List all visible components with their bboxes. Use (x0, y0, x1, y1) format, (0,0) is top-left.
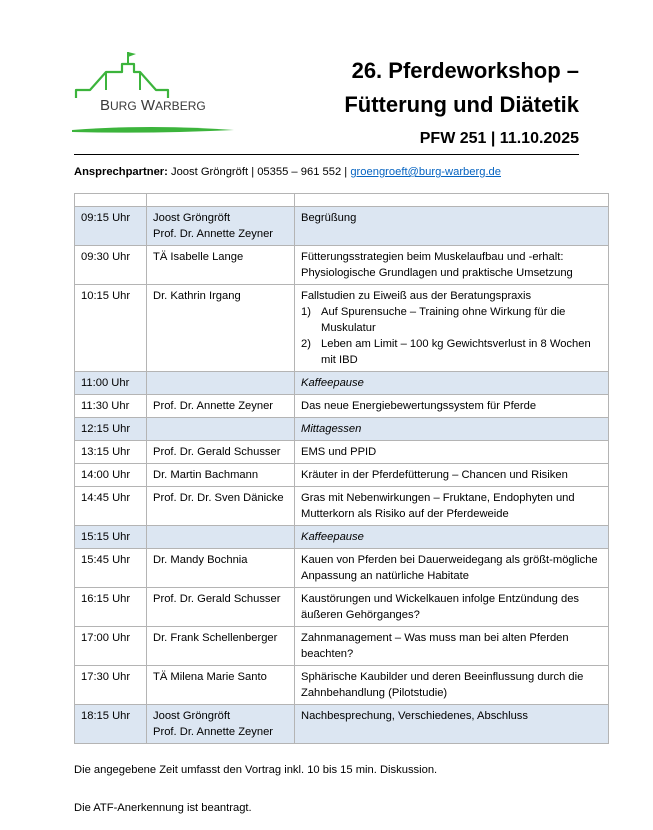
speaker-name: Dr. Kathrin Irgang (153, 290, 241, 302)
schedule-time: 12:15 Uhr (75, 418, 147, 441)
subitem-text: Auf Spurensuche – Training ohne Wirkung für die Muskulatur (321, 306, 566, 334)
schedule-topic (295, 705, 609, 744)
topic-subitem (301, 336, 604, 368)
speaker-name: TÄ Milena Marie Santo (153, 671, 267, 683)
speaker-name: Dr. Martin Bachmann (153, 469, 259, 481)
schedule-topic (295, 418, 609, 441)
schedule-speakers (147, 526, 295, 549)
topic-subitems (301, 304, 604, 368)
schedule-speakers (147, 464, 295, 487)
schedule-time: 14:00 Uhr (75, 464, 147, 487)
subitem-text: Leben am Limit – 100 kg Gewichtsverlust in 8 Wochen mit IBD (321, 338, 591, 366)
schedule-speakers (147, 372, 295, 395)
schedule-time: 11:30 Uhr (75, 395, 147, 418)
topic-title: Sphärische Kaubilder und deren Beeinflussung durch die Zahnbehandlung (Pilotstudie) (301, 671, 584, 699)
atf-note: Die ATF-Anerkennung ist beantragt. (74, 802, 252, 814)
schedule-topic (295, 627, 609, 666)
schedule-time: 17:00 Uhr (75, 627, 147, 666)
speaker-name: TÄ Isabelle Lange (153, 251, 244, 263)
schedule-row (75, 549, 609, 588)
schedule-topic (295, 666, 609, 705)
speaker-name: Dr. Frank Schellenberger (153, 632, 278, 644)
schedule-topic (295, 207, 609, 246)
pause-label: Kaffeepause (301, 531, 364, 543)
schedule-row (75, 207, 609, 246)
schedule-speakers (147, 549, 295, 588)
schedule-topic (295, 395, 609, 418)
speaker-name: Dr. Mandy Bochnia (153, 554, 248, 566)
time-note: Die angegebene Zeit umfasst den Vortrag inkl. 10 bis 15 min. Diskussion. (74, 764, 438, 776)
schedule-row (75, 526, 609, 549)
speaker-name: Prof. Dr. Annette Zeyner (153, 228, 274, 240)
svg-text:BURG WARBERG: BURG WARBERG (100, 97, 206, 114)
schedule-time: 11:00 Uhr (75, 372, 147, 395)
schedule-topic (295, 588, 609, 627)
speaker-name (153, 421, 290, 437)
schedule-row (75, 588, 609, 627)
speaker-name: Prof. Dr. Dr. Sven Dänicke (153, 492, 284, 504)
speaker-name (153, 529, 290, 545)
workshop-title: 26. Pferdeworkshop – (351, 58, 579, 83)
schedule-time: 17:30 Uhr (75, 666, 147, 705)
schedule-topic (295, 549, 609, 588)
schedule-time: 18:15 Uhr (75, 705, 147, 744)
schedule-speakers (147, 705, 295, 744)
schedule-topic (295, 487, 609, 526)
topic-title: Begrüßung (301, 212, 357, 224)
workshop-code-date: PFW 251 | 11.10.2025 (419, 130, 579, 147)
schedule-row (75, 441, 609, 464)
topic-title: Gras mit Nebenwirkungen – Fruktane, Endophyten und Mutterkorn als Risiko auf der Pferdeweide (301, 492, 575, 520)
topic-title: Kaustörungen und Wickelkauen infolge Entzündung des äußeren Gehörganges? (301, 593, 580, 621)
speaker-name: Prof. Dr. Annette Zeyner (153, 400, 274, 412)
schedule-time: 13:15 Uhr (75, 441, 147, 464)
schedule-speakers (147, 246, 295, 285)
schedule-row (75, 464, 609, 487)
topic-title: Nachbesprechung, Verschiedenes, Abschluss (301, 710, 528, 722)
topic-title: Fallstudien zu Eiweiß aus der Beratungspraxis (301, 290, 532, 302)
schedule-row (75, 418, 609, 441)
topic-title: Zahnmanagement – Was muss man bei alten Pferden beachten? (301, 632, 569, 660)
schedule-row (75, 395, 609, 418)
topic-title: EMS und PPID (301, 446, 377, 458)
topic-title: Kauen von Pferden bei Dauerweidegang als größt-mögliche Anpassung an natürliche Habitate (301, 554, 598, 582)
schedule-time: 10:15 Uhr (75, 285, 147, 372)
contact-label: Ansprechpartner: (74, 166, 168, 178)
schedule-speakers (147, 418, 295, 441)
schedule-topic (295, 246, 609, 285)
schedule-speakers (147, 395, 295, 418)
schedule-time: 15:15 Uhr (75, 526, 147, 549)
header-divider (74, 154, 579, 155)
contact-line (74, 166, 501, 178)
schedule-row (75, 285, 609, 372)
schedule-row (75, 487, 609, 526)
speaker-name: Joost Gröngröft (153, 212, 231, 224)
schedule-speakers (147, 666, 295, 705)
schedule-speakers (147, 441, 295, 464)
schedule-topic (295, 526, 609, 549)
schedule-row (75, 705, 609, 744)
speaker-name: Prof. Dr. Gerald Schusser (153, 446, 281, 458)
schedule-time: 15:45 Uhr (75, 549, 147, 588)
table-header-row (75, 194, 609, 207)
schedule-table (74, 193, 609, 744)
topic-title: Fütterungsstrategien beim Muskelaufbau und -erhalt: Physiologische Grundlagen und praktische Umsetzung (301, 251, 573, 279)
schedule-row (75, 372, 609, 395)
schedule-time: 09:15 Uhr (75, 207, 147, 246)
schedule-time: 14:45 Uhr (75, 487, 147, 526)
topic-title: Das neue Energiebewertungssystem für Pferde (301, 400, 537, 412)
schedule-row (75, 246, 609, 285)
schedule-speakers (147, 487, 295, 526)
topic-subitem (301, 304, 604, 336)
topic-title: Kräuter in der Pferdefütterung – Chancen und Risiken (301, 469, 568, 481)
speaker-name: Prof. Dr. Gerald Schusser (153, 593, 281, 605)
schedule-topic (295, 372, 609, 395)
subitem-number: 2) (301, 338, 311, 350)
schedule-topic (295, 441, 609, 464)
speaker-name: Prof. Dr. Annette Zeyner (153, 726, 274, 738)
schedule-row (75, 666, 609, 705)
contact-text: Joost Gröngröft | 05355 – 961 552 | (167, 166, 351, 178)
workshop-subtitle: Fütterung und Diätetik (344, 92, 579, 117)
schedule-speakers (147, 285, 295, 372)
schedule-speakers (147, 627, 295, 666)
burg-warberg-logo (70, 48, 238, 140)
pause-label: Mittagessen (301, 423, 362, 435)
schedule-topic (295, 464, 609, 487)
schedule-speakers (147, 207, 295, 246)
contact-email-link[interactable]: groengroeft@burg-warberg.de (350, 166, 501, 178)
schedule-speakers (147, 588, 295, 627)
speaker-name: Joost Gröngröft (153, 710, 231, 722)
schedule-time: 09:30 Uhr (75, 246, 147, 285)
schedule-topic (295, 285, 609, 372)
subitem-number: 1) (301, 306, 311, 318)
speaker-name (153, 375, 290, 391)
schedule-row (75, 627, 609, 666)
pause-label: Kaffeepause (301, 377, 364, 389)
schedule-time: 16:15 Uhr (75, 588, 147, 627)
